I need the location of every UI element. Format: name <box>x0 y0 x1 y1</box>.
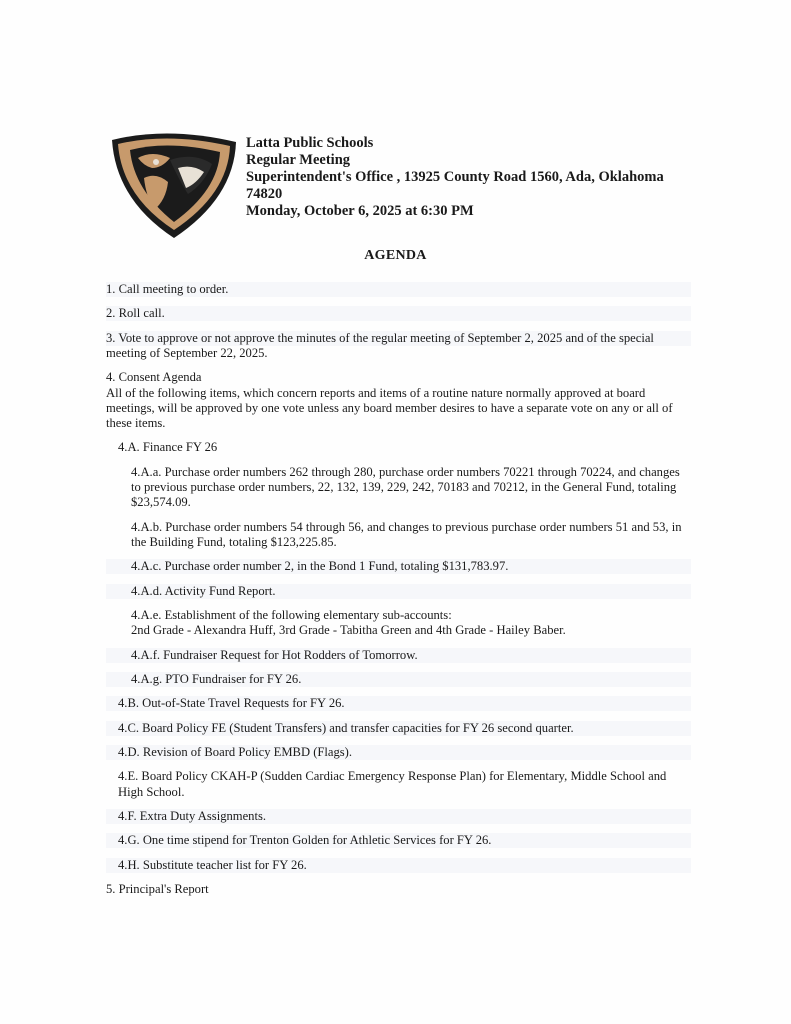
agenda-item-text: 4.B. Out-of-State Travel Requests for FY 26. <box>118 696 345 711</box>
agenda-item-text: 2nd Grade - Alexandra Huff, 3rd Grade - Tabitha Green and 4th Grade - Hailey Baber. <box>131 623 566 638</box>
agenda-item-title: 4. Consent Agenda <box>106 370 202 385</box>
agenda-subitem <box>106 833 691 848</box>
meeting-location: Superintendent's Office , 13925 County Road 1560, Ada, Oklahoma <box>246 169 664 185</box>
meeting-zip: 74820 <box>246 186 283 202</box>
agenda-item <box>106 331 691 361</box>
agenda-item-text: 4.D. Revision of Board Policy EMBD (Flags). <box>118 745 353 760</box>
agenda-subitem <box>106 696 691 711</box>
meeting-header <box>246 135 706 220</box>
agenda-item-text: 1. Call meeting to order. <box>106 282 229 296</box>
agenda-item-text: 4.A. Finance FY 26 <box>118 440 218 455</box>
agenda-item <box>106 370 691 431</box>
agenda-item-description: All of the following items, which concern reports and items of a routine nature normally approved at board meetings, will be approved by one vote unless any board member desires to have a separate vote on any or all of these items. <box>106 385 673 430</box>
agenda-item-text: 4.A.a. Purchase order numbers 262 through 280, purchase order numbers 70221 through 70224, and changes to previous purchase order numbers, 22, 132, 139, 229, 242, 70183 and 70212, in the General Fund, totaling $23,574.09. <box>131 464 680 510</box>
agenda-subitem <box>106 559 691 574</box>
agenda-item-text: 4.A.g. PTO Fundraiser for FY 26. <box>131 671 302 686</box>
agenda-subitem <box>106 648 691 663</box>
agenda-subitem <box>106 440 691 455</box>
agenda-item-text: 4.A.f. Fundraiser Request for Hot Rodders of Tomorrow. <box>131 647 418 662</box>
meeting-datetime: Monday, October 6, 2025 at 6:30 PM <box>246 203 474 219</box>
agenda-item-text: 4.F. Extra Duty Assignments. <box>118 809 267 824</box>
agenda-item-text: 4.A.b. Purchase order numbers 54 through 56, and changes to previous purchase order numbers 51 and 53, in the Building Fund, totaling $123,225.85. <box>131 519 682 549</box>
agenda-subitem <box>106 584 691 599</box>
agenda-subitem <box>106 858 691 873</box>
meeting-type: Regular Meeting <box>246 152 351 168</box>
agenda-subitem <box>106 672 691 687</box>
agenda-item-text: 3. Vote to approve or not approve the minutes of the regular meeting of September 2, 2025 and of the special meeting of September 22, 2025. <box>106 330 654 360</box>
agenda-subitem <box>106 769 691 799</box>
agenda-title: AGENDA <box>364 248 427 263</box>
agenda-list <box>106 282 691 907</box>
school-name: Latta Public Schools <box>246 135 374 151</box>
agenda-subitem <box>106 520 691 550</box>
agenda-item <box>106 306 691 321</box>
agenda-subitem <box>106 465 691 511</box>
agenda-subitem <box>106 809 691 824</box>
agenda-item-text: 4.A.e. Establishment of the following elementary sub-accounts: <box>131 607 452 622</box>
agenda-item-text: 4.C. Board Policy FE (Student Transfers) and transfer capacities for FY 26 second quarter. <box>118 720 574 735</box>
agenda-subitem <box>106 721 691 736</box>
agenda-subitem <box>106 745 691 760</box>
panther-logo-icon <box>108 128 240 240</box>
agenda-item <box>106 882 691 897</box>
agenda-subitem <box>106 608 691 638</box>
agenda-item-text: 4.H. Substitute teacher list for FY 26. <box>118 857 307 872</box>
agenda-item-text: 4.A.d. Activity Fund Report. <box>131 583 276 598</box>
agenda-item-text: 4.G. One time stipend for Trenton Golden for Athletic Services for FY 26. <box>118 833 492 848</box>
agenda-item <box>106 282 691 297</box>
agenda-item-text: 4.A.c. Purchase order number 2, in the Bond 1 Fund, totaling $131,783.97. <box>131 559 509 574</box>
agenda-item-text: 5. Principal's Report <box>106 882 209 897</box>
agenda-item-text: 2. Roll call. <box>106 306 165 321</box>
agenda-item-text: 4.E. Board Policy CKAH-P (Sudden Cardiac Emergency Response Plan) for Elementary, Middle School and High School. <box>118 769 667 799</box>
